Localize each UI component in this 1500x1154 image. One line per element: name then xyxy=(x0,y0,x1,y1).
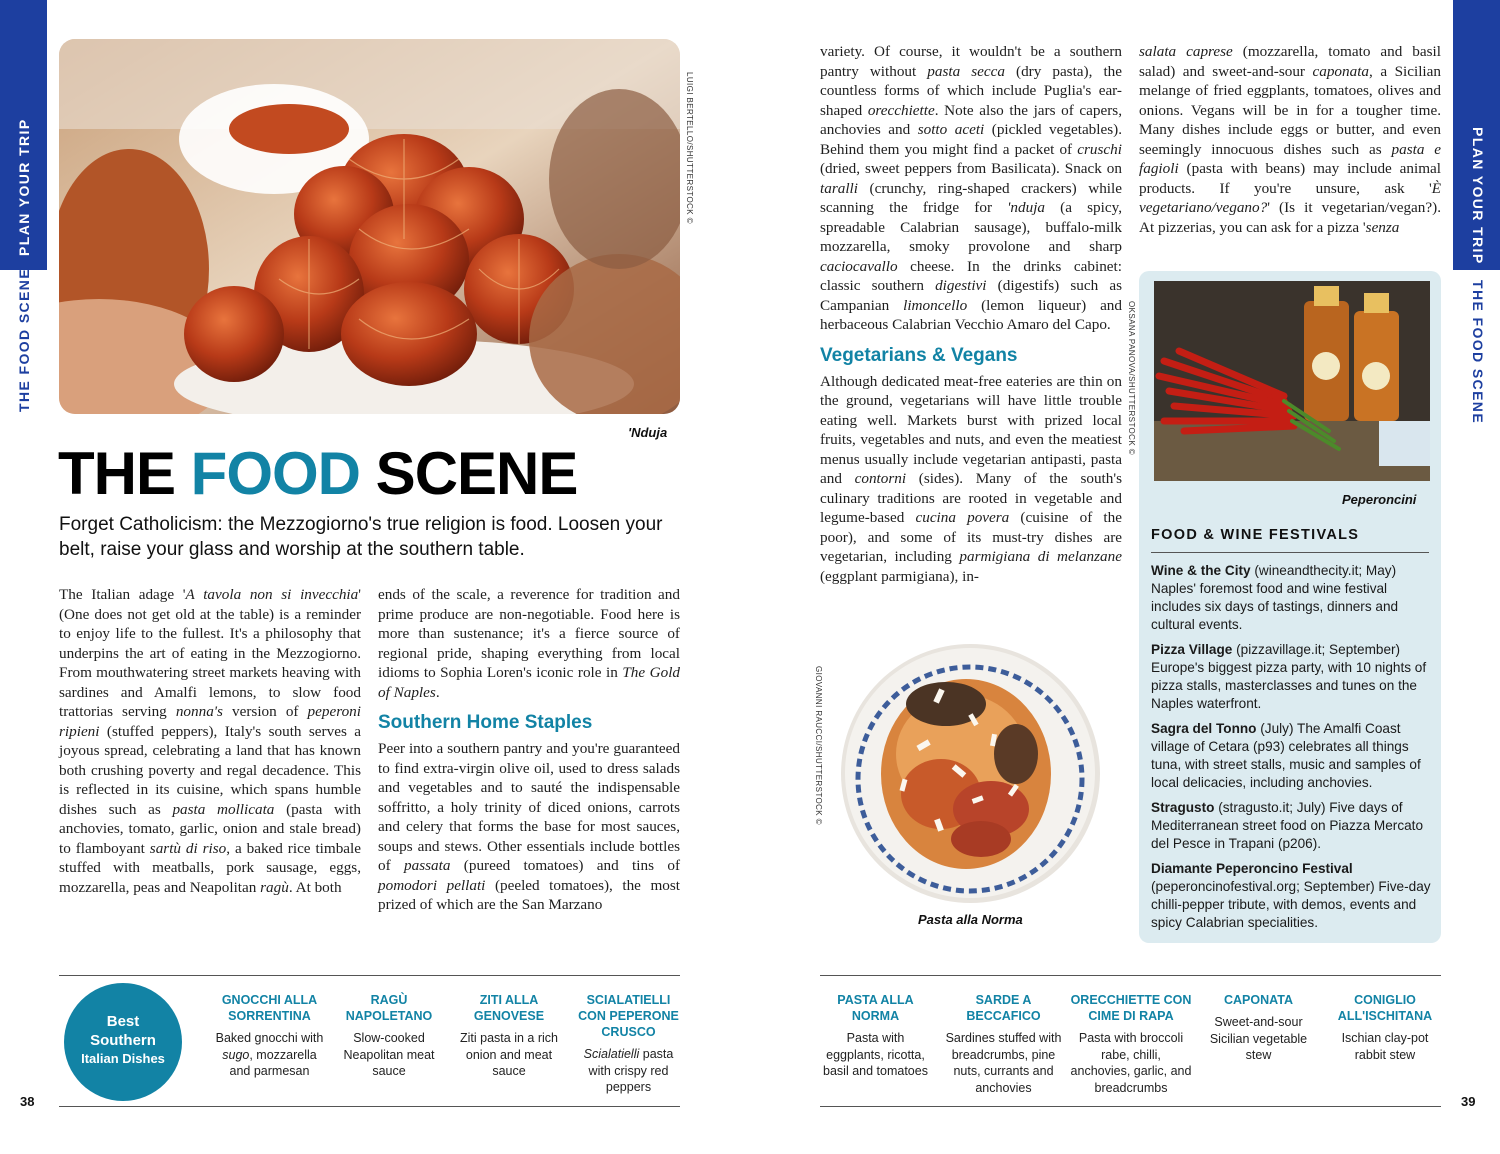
dish-desc: Slow-cooked Neapolitan meat sauce xyxy=(343,1031,435,1078)
festival-item xyxy=(1151,799,1433,853)
badge-line-2: Southern xyxy=(90,1032,156,1049)
italic-text: taralli xyxy=(820,179,858,197)
dish-caponata xyxy=(1200,992,1317,1064)
subhead-southern-home-staples: Southern Home Staples xyxy=(378,712,593,733)
body-column-2 xyxy=(378,585,680,915)
italic-text: È vegetariano/vegano? xyxy=(1139,179,1441,216)
dish-desc: Scialatielli pasta with crispy red peppers xyxy=(583,1047,674,1094)
dish-ragu-napoletano xyxy=(336,992,442,1080)
nduja-photo-credit: LUIGI BERTELLO/SHUTTERSTOCK © xyxy=(685,72,694,224)
festival-item xyxy=(1151,860,1433,932)
dish-sarde-a-beccafico xyxy=(945,992,1062,1096)
festivals-list xyxy=(1151,562,1433,939)
festival-desc: (July) The Amalfi Coast village of Cetara (p93) celebrates all things tuna, with street stalls, music and samples of local delicacies, including anchovies. xyxy=(1151,721,1421,790)
dish-name: CAPONATA xyxy=(1224,993,1293,1007)
italic-text: digestivi xyxy=(935,277,987,294)
italic-text: pomodori pellati xyxy=(378,876,486,894)
italic-text: nonna's xyxy=(175,703,223,720)
best-dishes-badge xyxy=(64,983,182,1101)
page-title xyxy=(58,440,577,508)
italic-text: ragù xyxy=(260,878,289,896)
italic-text: caponata xyxy=(1312,62,1370,80)
festival-name: Sagra del Tonno xyxy=(1151,721,1257,736)
italic-text: contorni xyxy=(854,470,907,487)
body-column-1 xyxy=(59,585,361,897)
festival-name: Pizza Village xyxy=(1151,642,1233,657)
italic-text: sugo xyxy=(222,1047,250,1062)
left-tab-plan-label: PLAN YOUR TRIP xyxy=(16,118,32,256)
dish-name: SCIALATIELLI CON PEPERONE CRUSCO xyxy=(578,993,679,1039)
nduja-illustration xyxy=(59,39,680,414)
dish-coniglio-allischitana xyxy=(1325,992,1445,1063)
pasta-photo xyxy=(841,644,1100,903)
festival-desc: (pizzavillage.it; September) Europe's biggest pizza party, with 10 nights of pizza stalls, masterclasses and tunes on the Naples waterfront. xyxy=(1151,642,1427,711)
left-tab-section-label: THE FOOD SCENE xyxy=(16,267,32,412)
subhead-vegetarians-vegans: Vegetarians & Vegans xyxy=(820,344,1018,366)
dish-gnocchi-alla-sorrentina xyxy=(212,992,327,1080)
italic-text: salata caprese xyxy=(1139,43,1233,60)
bottom-rule-top-right xyxy=(820,975,1441,976)
col1-paragraph: The Italian adage 'A tavola non si invecchia' (One does not get old at the table) is a reminder to enjoy life to the fullest. It's a philosophy that underpins the art of eating in the Mezzogiorno. From mouthwatering street markets heaving with sardines and Amalfi lemons, to slow food trattorias serving nonna's version of peperoni ripieni (stuffed peppers), Italy's south serves a joyous spread, celebrating a land that has known both crushing poverty and regal decadence. This is reflected in its cuisine, which spans humble dishes such as pasta mollicata (pasta with anchovies, tomato, garlic, onion and stale bread) to flamboyant sartù di riso, a baked rice timbale stuffed with meatballs, pork sausage, eggs, mozzarella, peas and Neapolitan ragù. At both xyxy=(59,586,361,896)
right-side-tab xyxy=(1453,0,1493,1154)
italic-text: sartù di riso xyxy=(149,839,227,857)
page-number-right: 39 xyxy=(1461,1094,1476,1109)
festival-name: Wine & the City xyxy=(1151,563,1251,578)
italic-text: peperoni ripieni xyxy=(59,703,361,740)
italic-text: caciocavallo xyxy=(820,257,898,275)
dish-name: ORECCHIETTE CON CIME DI RAPA xyxy=(1070,993,1192,1023)
pasta-illustration xyxy=(841,644,1100,903)
festival-item xyxy=(1151,720,1433,792)
dish-name: ZITI ALLA GENOVESE xyxy=(473,993,545,1023)
italic-text: Scialatielli xyxy=(583,1047,640,1061)
col2-paragraph-b: Peer into a southern pantry and you're guaranteed to find extra-virgin olive oil, used to dress salads and vegetables and to sauté the indispensable soffritto, a holy trinity of diced onions, carrots and celery that forms the base for most sauces, soups and stews. Other essentials include bottles of passata (pureed tomatoes) and tins of pomodori pellati (peeled tomatoes), the most prized of which are the San Marzano xyxy=(378,740,680,913)
left-side-tab xyxy=(0,0,40,1154)
body-column-4 xyxy=(1139,42,1441,237)
italic-text: A tavola non si invecchia xyxy=(185,586,359,603)
italic-text: limoncello xyxy=(903,296,968,314)
col4-paragraph: salata caprese (mozzarella, tomato and basil salad) and sweet-and-sour caponata, a Sicilian melange of fried eggplants, tomatoes, olives and onions. Vegans will be in for a tougher time. Many dishes include eggs or butter, and even seemingly innocuous dishes such as pasta e fagioli (pasta with beans) may include animal products. If you're unsure, ask 'È vegetariano/vegano?' (Is it vegetarian/vegan?). At pizzerias, you can ask for a pizza 'senza xyxy=(1139,43,1441,236)
bottom-rule-bottom-right xyxy=(820,1106,1441,1107)
italic-text: orecchiette xyxy=(867,101,935,119)
festival-desc: (stragusto.it; July) Five days of Mediterranean street food on Piazza Mercato del Pesce in Trapani (p206). xyxy=(1151,800,1424,851)
badge-line-3: Italian Dishes xyxy=(81,1051,165,1066)
festival-item xyxy=(1151,641,1433,713)
dish-name: PASTA ALLA NORMA xyxy=(837,993,914,1023)
right-tab-section-label: THE FOOD SCENE xyxy=(1470,280,1486,425)
title-word-scene: SCENE xyxy=(375,440,578,507)
dish-desc: Ziti pasta in a rich onion and meat sauce xyxy=(460,1031,558,1078)
festival-desc: (peperoncinofestival.org; September) Five-day chilli-pepper tribute, with demos, events and spicy Calabrian specialities. xyxy=(1151,879,1431,930)
festival-item xyxy=(1151,562,1433,634)
pasta-caption: Pasta alla Norma xyxy=(918,912,1023,927)
pasta-photo-credit: GIOVANNI RAUCCI/SHUTTERSTOCK © xyxy=(814,666,823,825)
italic-text: pasta mollicata xyxy=(172,800,275,818)
dish-desc: Sardines stuffed with breadcrumbs, pine nuts, currants and anchovies xyxy=(945,1031,1062,1095)
dish-name: GNOCCHI ALLA SORRENTINA xyxy=(221,993,318,1023)
page-number-left: 38 xyxy=(20,1094,35,1109)
dish-desc: Ischian clay-pot rabbit stew xyxy=(1341,1031,1429,1062)
italic-text: sotto aceti xyxy=(917,121,985,138)
dish-pasta-alla-norma xyxy=(818,992,933,1080)
festival-desc: (wineandthecity.it; May) Naples' foremost food and wine festival includes six days of tastings, dinners and cultural events. xyxy=(1151,563,1399,632)
dish-scialatielli xyxy=(572,992,685,1096)
peperoncini-illustration xyxy=(1154,281,1430,481)
italic-text: cucina povera xyxy=(915,509,1010,526)
peperoncini-photo-credit: OKSANA PANOVA/SHUTTERSTOCK © xyxy=(1127,301,1136,456)
italic-text: senza xyxy=(1365,218,1400,236)
dish-name: CONIGLIO ALL'ISCHITANA xyxy=(1337,993,1433,1023)
italic-text: pasta e fagioli xyxy=(1139,140,1441,177)
dish-orecchiette xyxy=(1070,992,1192,1096)
peperoncini-caption: Peperoncini xyxy=(1342,492,1417,507)
festival-name: Stragusto xyxy=(1151,800,1215,815)
bottom-rule-bottom-left xyxy=(59,1106,680,1107)
festivals-divider xyxy=(1151,552,1429,553)
italic-text: parmigiana di melanzane xyxy=(959,548,1122,565)
dish-desc: Sweet-and-sour Sicilian vegetable stew xyxy=(1209,1015,1308,1062)
dish-desc: Pasta with eggplants, ricotta, basil and tomatoes xyxy=(823,1031,928,1078)
dish-name: RAGÙ NAPOLETANO xyxy=(345,993,433,1023)
italic-text: The Gold of Naples xyxy=(378,664,681,701)
festival-name: Diamante Peperoncino Festival xyxy=(1151,861,1353,876)
italic-text: pasta secca xyxy=(927,62,1005,80)
col2-paragraph-a: ends of the scale, a reverence for tradition and prime produce are non-negotiable. Food here is more than sustenance; it's a fierce source of regional pride, shaping everything from local idioms to Sophia Loren's iconic role in The Gold of Naples. xyxy=(378,586,681,701)
dish-name: SARDE A BECCAFICO xyxy=(966,993,1041,1023)
intro-text: Forget Catholicism: the Mezzogiorno's true religion is food. Loosen your belt, raise your glass and worship at the southern table. xyxy=(59,514,663,560)
festivals-heading: FOOD & WINE FESTIVALS xyxy=(1151,527,1360,543)
title-word-food: FOOD xyxy=(190,440,360,507)
title-word-the: THE xyxy=(58,440,175,507)
italic-text: passata xyxy=(404,857,451,874)
festivals-box xyxy=(1127,271,1441,943)
dish-ziti-alla-genovese xyxy=(455,992,563,1080)
italic-text: cruschi xyxy=(1077,140,1122,158)
italic-text: 'nduja xyxy=(1007,199,1046,216)
right-tab-plan-label: PLAN YOUR TRIP xyxy=(1470,127,1486,265)
nduja-caption: 'Nduja xyxy=(628,425,668,440)
nduja-photo xyxy=(59,39,680,414)
dish-desc: Baked gnocchi with sugo, mozzarella and parmesan xyxy=(215,1031,324,1078)
badge-line-1: Best xyxy=(106,1013,140,1030)
bottom-rule-top-left xyxy=(59,975,680,976)
dish-desc: Pasta with broccoli rabe, chilli, anchovies, garlic, and breadcrumbs xyxy=(1070,1031,1192,1095)
col3-paragraph-b: Although dedicated meat-free eateries are thin on the ground, vegetarians will have little trouble eating well. Markets burst with prized local fruits, vegetables and nuts, and even the meatiest menus usually include vegetarian antipasti, pasta and contorni (sides). Many of the south's culinary traditions are rooted in vegetable and legume-based cucina povera (cuisine of the poor), and some of its must-try dishes are vegetarian, including parmigiana di melanzane (eggplant parmigiana), in- xyxy=(820,372,1123,585)
body-column-3 xyxy=(820,42,1122,586)
peperoncini-photo xyxy=(1154,281,1430,481)
col3-paragraph-a: variety. Of course, it wouldn't be a southern pantry without pasta secca (dry pasta), the countless forms of which include Puglia's ear-shaped orecchiette. Note also the jars of capers, anchovies and sotto aceti (pickled vegetables). Behind them you might find a packet of cruschi (dried, sweet peppers from Basilicata). Snack on taralli (crunchy, ring-shaped crackers) while scanning the fridge for 'nduja (a spicy, spreadable Calabrian sausage), buffalo-milk mozzarella, smoky provolone and sharp caciocavallo cheese. In the drinks cabinet: classic southern digestivi (digestifs) such as Campanian limoncello (lemon liqueur) and herbaceous Calabrian Vecchio Amaro del Capo. xyxy=(820,43,1123,333)
